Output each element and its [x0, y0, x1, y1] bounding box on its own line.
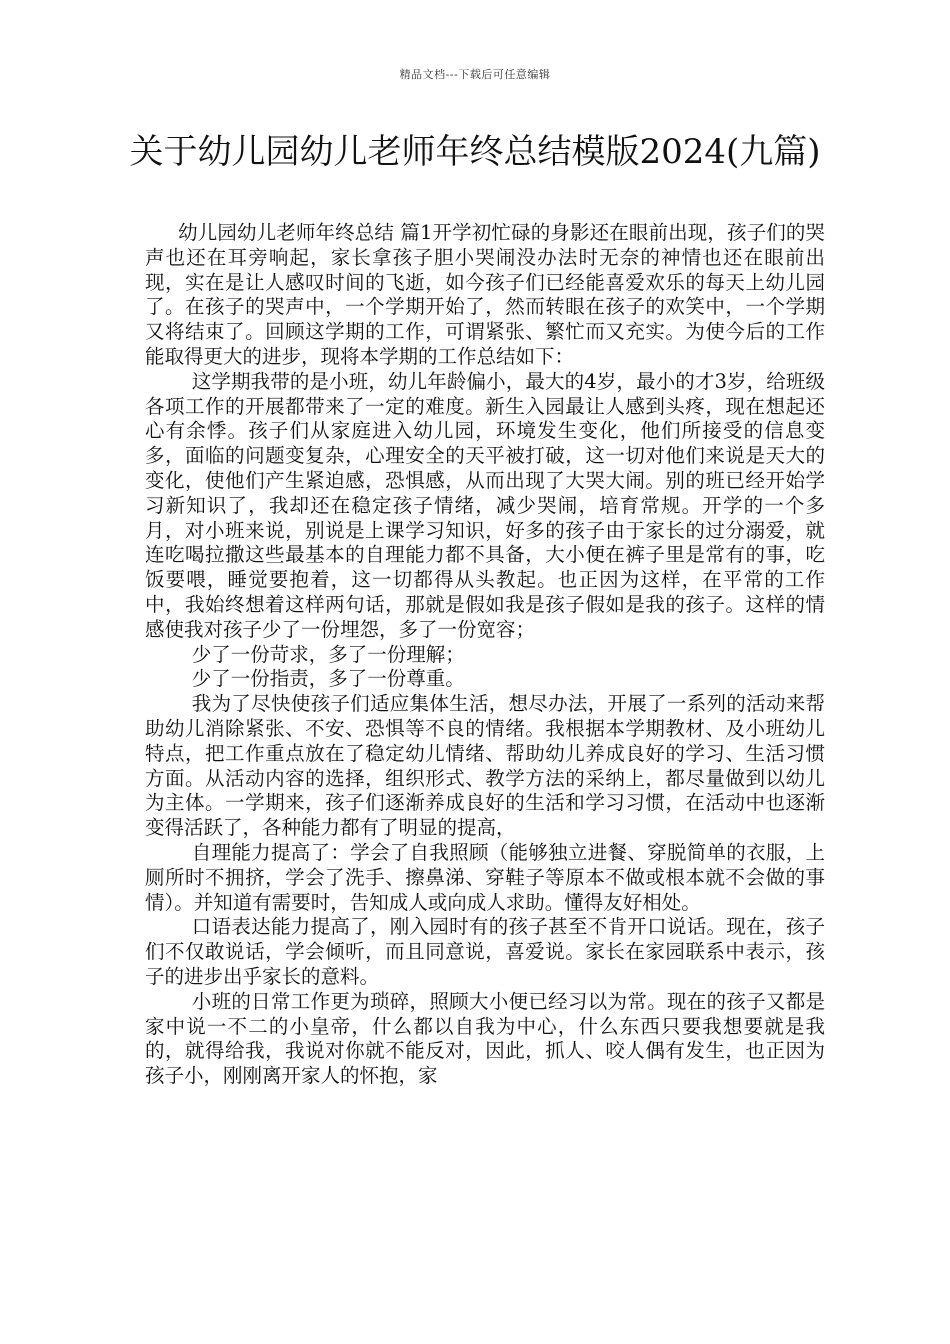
paragraph: 这学期我带的是小班，幼儿年龄偏小，最大的4岁，最小的才3岁，给班级各项工作的开展都带来了一定的难度。新生入园最让人感到头疼，现在想起还心有余悸。孩子们从家庭进入幼儿园，环境发生变化，他们所接受的信息变多，面临的问题变复杂，心理安全的天平被打破，这一切对他们来说是天大的变化，使他们产生紧迫感，恐惧感，从而出现了大哭大闹。别的班已经开始学习新知识了，我却还在稳定孩子情绪，减少哭闹，培育常规。开学的一个多月，对小班来说，别说是上课学习知识，好多的孩子由于家长的过分溺爱，就连吃喝拉撒这些最基本的自理能力都不具备，大小便在裤子里是常有的事，吃饭要喂，睡觉要抱着，这一切都得从头教起。也正因为这样，在平常的工作中，我始终想着这样两句话，那就是假如我是孩子假如是我的孩子。这样的情感使我对孩子少了一份埋怨，多了一份宽容； — [145, 369, 825, 641]
paragraph: 小班的日常工作更为琐碎，照顾大小便已经习以为常。现在的孩子又都是家中说一不二的小皇帝，什么都以自我为中心，什么东西只要我想要就是我的，就得给我，我说对你就不能反对，因此，抓人、咬人偶有发生，也正因为孩子小，刚刚离开家人的怀抱，家 — [145, 989, 825, 1088]
paragraph: 幼儿园幼儿老师年终总结 篇1开学初忙碌的身影还在眼前出现，孩子们的哭声也还在耳旁响起，家长拿孩子胆小哭闹没办法时无奈的神情也还在眼前出现，实在是让人感叹时间的飞逝，如今孩子们已经能喜爱欢乐的每天上幼儿园了。在孩子的哭声中，一个学期开始了，然而转眼在孩子的欢笑中，一个学期又将结束了。回顾这学期的工作，可谓紧张、繁忙而又充实。为使今后的工作能取得更大的进步，现将本学期的工作总结如下： — [145, 221, 825, 368]
paragraph: 自理能力提高了：学会了自我照顾（能够独立进餐、穿脱简单的衣服，上厕所时不拥挤，学会了洗手、擦鼻涕、穿鞋子等原本不做或根本就不会做的事情）。并知道有需要时，告知成人或向成人求助。懂得友好相处。 — [145, 840, 825, 914]
paragraph: 少了一份指责，多了一份尊重。 — [191, 667, 465, 691]
page-header: 精品文档---下载后可任意编辑 — [399, 68, 551, 81]
paragraph: 我为了尽快使孩子们适应集体生活，想尽办法，开展了一系列的活动来帮助幼儿消除紧张、不安、恐惧等不良的情绪。我根据本学期教材、及小班幼儿特点，把工作重点放在了稳定幼儿情绪、帮助幼儿养成良好的学习、生活习惯方面。从活动内容的选择，组织形式、教学方法的采纳上，都尽量做到以幼儿为主体。一学期来，孩子们逐渐养成良好的生活和学习习惯，在活动中也逐渐变得活跃了，各种能力都有了明显的提高， — [145, 692, 825, 840]
document-body — [145, 221, 825, 1089]
paragraph: 少了一份苛求，多了一份理解； — [191, 642, 465, 666]
document-title: 关于幼儿园幼儿老师年终总结模版2024(九篇) — [129, 132, 821, 172]
paragraph: 口语表达能力提高了，刚入园时有的孩子甚至不肯开口说话。现在，孩子们不仅敢说话，学会倾听，而且同意说，喜爱说。家长在家园联系中表示，孩子的进步出乎家长的意料。 — [145, 915, 825, 988]
